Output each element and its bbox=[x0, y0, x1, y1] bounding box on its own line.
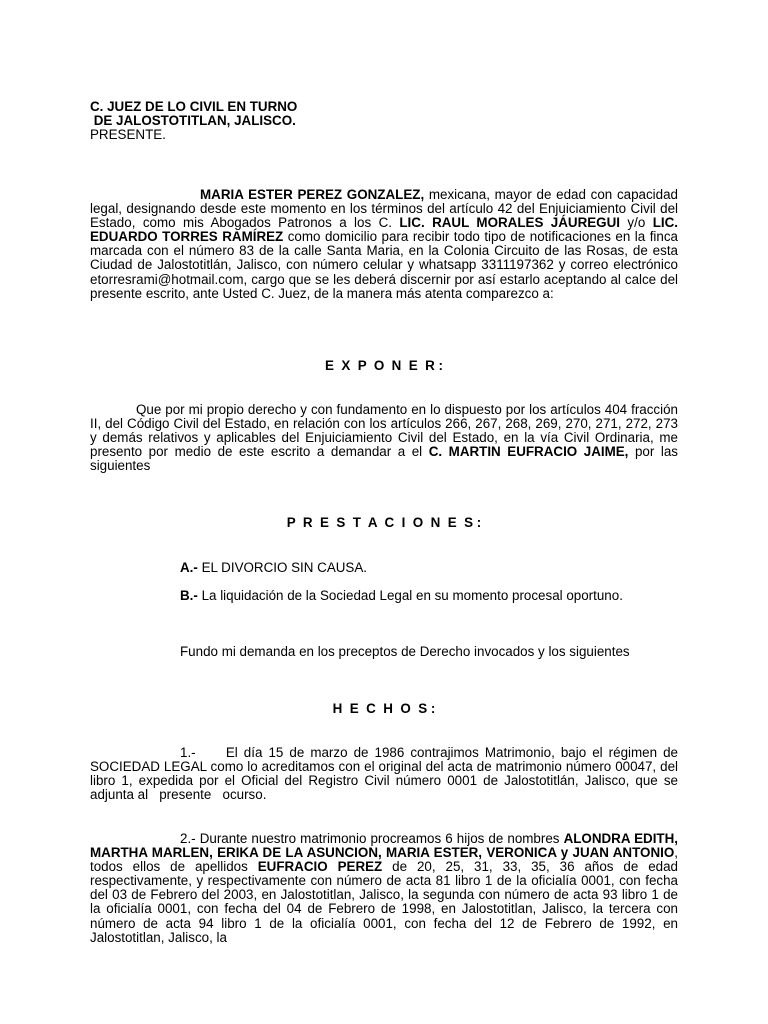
defendant-name: C. MARTIN EUFRACIO JAIME, bbox=[428, 444, 629, 460]
prestacion-b-text: La liquidación de la Sociedad Legal en su momento procesal oportuno. bbox=[197, 588, 623, 603]
prestacion-a bbox=[90, 561, 678, 575]
addressee-line-1: C. JUEZ DE LO CIVIL EN TURNO bbox=[90, 99, 298, 114]
children-surname: EUFRACIO PEREZ bbox=[257, 859, 383, 875]
intro-text-2: y/o bbox=[620, 215, 653, 231]
intro-text-1: mexicana, mayor de edad con capacidad legal, designando desde este momento en los términos del artículo 42 del Enjuiciamiento Civil del Estado, como mis Abogados Patronos a los C. bbox=[90, 187, 678, 231]
hecho-2-paragraph bbox=[90, 832, 678, 945]
heading-exponer: E X P O N E R : bbox=[324, 358, 444, 373]
addressee-block bbox=[90, 100, 678, 142]
prestacion-b-letter: B.- bbox=[180, 588, 198, 603]
fundo-paragraph: Fundo mi demanda en los preceptos de Derecho invocados y los siguientes bbox=[180, 644, 630, 659]
heading-prestaciones: P R E S T A C I O N E S : bbox=[286, 515, 482, 530]
exponer-text-2: por las siguientes bbox=[90, 444, 678, 474]
heading-hechos: H E C H O S : bbox=[332, 701, 436, 716]
addressee-line-2: DE JALOSTOTITLAN, JALISCO. bbox=[90, 113, 296, 129]
hecho-2-text-3: de 20, 25, 31, 33, 35, 36 años de edad respectivamente, y respectivamente con número de acta 81 libro 1 de la oficialía 0001, con fecha del 03 de Febrero del 2003, en Jalostotitlan, Jalisco, la segunda con número de acta 93 libro 1 de la oficialía 0001, con fecha del 04 de Febrero de 1998, en Jalostotitlan, Jalisco, la tercera con número de acta 94 libro 1 de la oficialía 0001, con fecha del 12 de Febrero de 1992, en Jalostotitlan, Jalisco, la bbox=[90, 859, 679, 945]
prestacion-a-letter: A.- bbox=[180, 560, 198, 575]
intro-text-3: como domicilio para recibir todo tipo de notificaciones en la finca marcada con el número 83 de la calle Santa Maria, en la Colonia Circuito de las Rosas, de esta Ciudad de Jalostotitlán, Jalisco, con número celular y whatsapp 3311197362 y correo electrónico etorresrami@hotmail.com, cargo que se les deberá discernir por así estarlo aceptando al calce del presente escrito, ante Usted C. Juez, de la manera más atenta comparezco a: bbox=[90, 229, 678, 301]
prestacion-b bbox=[90, 589, 678, 603]
lawyer-2: LIC. EDUARDO TORRES RAMÍREZ bbox=[90, 215, 678, 245]
exponer-text-1: Que por mi propio derecho y con fundamento en lo dispuesto por los artículos 404 fracción II, del Código Civil del Estado, en relación con los artículos 266, 267, 268, 269, 270, 271, 272, 273 y demás relativos y aplicables del Enjuiciamiento Civil del Estado, en la vía Civil Ordinaria, me presento por medio de este escrito a demandar a el bbox=[90, 402, 678, 460]
intro-paragraph bbox=[90, 188, 678, 301]
children-names: ALONDRA EDITH, MARTHA MARLEN, ERIKA DE LA ASUNCION, MARIA ESTER, VERONICA y JUAN ANTONIO bbox=[90, 831, 679, 861]
hecho-1-paragraph: 1.- El día 15 de marzo de 1986 contrajimos Matrimonio, bajo el régimen de SOCIEDAD LEGAL como lo acreditamos con el original del acta de matrimonio número 00047, del libro 1, expedida por el Oficial del Registro Civil número 0001 de Jalostotitlán, Jalisco, que se adjunta al presente ocurso. bbox=[90, 745, 682, 803]
prestacion-a-text: EL DIVORCIO SIN CAUSA. bbox=[197, 560, 368, 575]
lawyer-1: LIC. RAUL MORALES JÁUREGUI bbox=[399, 215, 620, 231]
hecho-2-text-1: 2.- Durante nuestro matrimonio procreamos 6 hijos de nombres bbox=[180, 831, 564, 846]
hecho-2-text-2: , todos ellos de apellidos bbox=[90, 845, 678, 875]
addressee-line-3: PRESENTE. bbox=[90, 127, 166, 143]
exponer-paragraph bbox=[90, 403, 678, 473]
plaintiff-name: MARIA ESTER PEREZ GONZALEZ, bbox=[200, 187, 425, 202]
